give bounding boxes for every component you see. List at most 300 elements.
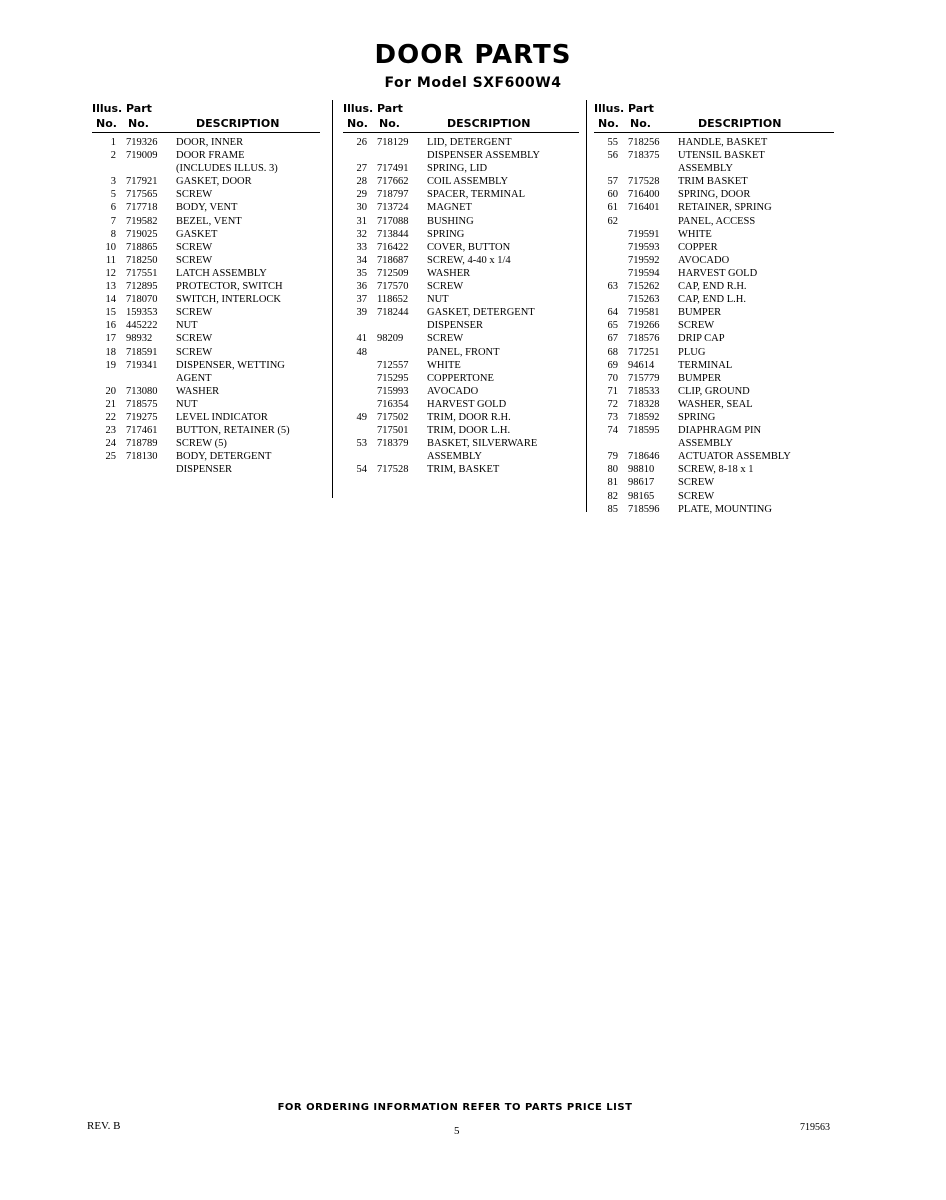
illus-no-cell: 80 — [607, 464, 618, 476]
column-divider-2 — [586, 100, 587, 512]
table-row — [92, 332, 320, 345]
table-row — [92, 136, 320, 149]
parts-column-3 — [594, 100, 834, 516]
table-row — [594, 136, 834, 149]
illus-no-cell: 81 — [607, 477, 618, 489]
table-row — [594, 359, 834, 372]
illus-no-cell: 5 — [110, 189, 116, 201]
page-number: 5 — [454, 1125, 460, 1137]
part-no-cell: 98617 — [628, 477, 655, 489]
table-row — [594, 411, 834, 424]
part-no-cell: 713080 — [126, 385, 158, 397]
description-cell: AGENT — [176, 372, 212, 384]
description-cell: BUSHING — [427, 215, 474, 227]
description-cell: LATCH ASSEMBLY — [176, 267, 267, 279]
illus-no-cell: 68 — [607, 346, 618, 358]
illus-no-cell: 69 — [607, 359, 618, 371]
table-row — [343, 136, 579, 149]
description-cell: ACTUATOR ASSEMBLY — [678, 451, 791, 463]
illus-no-cell: 7 — [110, 215, 116, 227]
illus-no-cell: 12 — [105, 267, 116, 279]
part-no-cell: 719592 — [628, 254, 660, 266]
description-cell: SCREW — [427, 333, 464, 345]
table-row — [343, 241, 579, 254]
table-row — [92, 201, 320, 214]
part-no-cell: 718129 — [377, 137, 409, 148]
illus-no-cell: 54 — [356, 464, 367, 476]
header-illus: Illus. — [594, 102, 625, 115]
part-no-cell: 712557 — [377, 359, 409, 371]
illus-no-cell: 37 — [356, 294, 367, 306]
illus-no-cell: 17 — [105, 333, 116, 345]
part-no-cell: 717502 — [377, 411, 409, 423]
part-no-cell: 718646 — [628, 451, 660, 463]
header-part-no: No. — [128, 117, 149, 130]
illus-no-cell: 20 — [105, 385, 116, 397]
part-no-cell: 718789 — [126, 438, 158, 450]
table-row — [92, 241, 320, 254]
table-row — [343, 372, 579, 385]
description-cell: CAP, END L.H. — [678, 294, 746, 306]
header-illus: Illus. — [92, 102, 123, 115]
illus-no-cell: 34 — [356, 254, 367, 266]
illus-no-cell: 65 — [607, 320, 618, 332]
part-no-cell: 717662 — [377, 176, 409, 188]
description-cell: LID, DETERGENT — [427, 137, 512, 148]
table-row — [92, 359, 320, 372]
illus-no-cell: 21 — [105, 398, 116, 410]
description-cell: (INCLUDES ILLUS. 3) — [176, 163, 278, 175]
description-cell: ASSEMBLY — [678, 163, 733, 175]
illus-no-cell: 28 — [356, 176, 367, 188]
table-row — [92, 280, 320, 293]
table-row — [343, 267, 579, 280]
illus-no-cell: 64 — [607, 307, 618, 319]
table-row — [343, 215, 579, 228]
part-no-cell: 719025 — [126, 228, 158, 240]
description-cell: SCREW — [176, 346, 213, 358]
table-row — [343, 280, 579, 293]
illus-no-cell: 55 — [607, 137, 618, 148]
description-cell: DOOR FRAME — [176, 150, 245, 162]
description-cell: AVOCADO — [427, 385, 479, 397]
description-cell: BUMPER — [678, 307, 722, 319]
description-cell: TRIM, DOOR R.H. — [427, 411, 511, 423]
description-cell: NUT — [427, 294, 449, 306]
illus-no-cell: 71 — [607, 385, 618, 397]
part-no-cell: 718130 — [126, 451, 158, 463]
illus-no-cell: 39 — [356, 307, 367, 319]
header-part-no: No. — [379, 117, 400, 130]
part-no-cell: 719581 — [628, 307, 660, 319]
description-cell: GASKET, DOOR — [176, 176, 252, 188]
part-no-cell: 716400 — [628, 189, 660, 201]
description-cell: TRIM BASKET — [678, 176, 748, 188]
part-no-cell: 445222 — [126, 320, 158, 332]
ordering-note: FOR ORDERING INFORMATION REFER TO PARTS PRICE LIST — [277, 1102, 633, 1113]
part-no-cell: 719594 — [628, 267, 660, 279]
part-no-cell: 718244 — [377, 307, 409, 319]
table-row — [594, 490, 834, 503]
illus-no-cell: 57 — [607, 176, 618, 188]
description-cell: COIL ASSEMBLY — [427, 176, 509, 188]
description-cell: PLUG — [678, 346, 706, 358]
description-cell: SCREW — [176, 333, 213, 345]
part-no-cell: 94614 — [628, 359, 655, 371]
description-cell: WHITE — [427, 359, 461, 371]
table-row — [343, 149, 579, 162]
illus-no-cell: 63 — [607, 281, 618, 293]
part-no-cell: 712895 — [126, 281, 158, 293]
description-cell: GASKET, DETERGENT — [427, 307, 535, 319]
description-cell: ASSEMBLY — [678, 438, 733, 450]
table-row — [594, 188, 834, 201]
description-cell: HARVEST GOLD — [678, 267, 758, 279]
table-header — [594, 100, 834, 133]
part-no-cell: 159353 — [126, 307, 158, 319]
illus-no-cell: 82 — [607, 490, 618, 502]
table-row — [343, 293, 579, 306]
description-cell: BODY, VENT — [176, 202, 238, 214]
illus-no-cell: 15 — [105, 307, 116, 319]
table-row — [92, 437, 320, 450]
description-cell: AVOCADO — [678, 254, 730, 266]
illus-no-cell: 48 — [356, 346, 367, 358]
description-cell: DIAPHRAGM PIN — [678, 425, 762, 437]
illus-no-cell: 23 — [105, 425, 116, 437]
part-no-cell: 98810 — [628, 464, 655, 476]
part-no-cell: 713724 — [377, 202, 409, 214]
illus-no-cell: 30 — [356, 202, 367, 214]
page-title: DOOR PARTS — [374, 40, 572, 70]
part-no-cell: 717921 — [126, 176, 158, 188]
illus-no-cell: 72 — [607, 398, 618, 410]
description-cell: WASHER — [176, 385, 220, 397]
table-row — [92, 372, 320, 385]
part-no-cell: 719266 — [628, 320, 660, 332]
table-row — [343, 188, 579, 201]
table-row — [594, 162, 834, 175]
table-row — [92, 254, 320, 267]
part-no-cell: 718575 — [126, 398, 158, 410]
illus-no-cell: 56 — [607, 150, 618, 162]
table-row — [343, 385, 579, 398]
parts-column-2 — [343, 100, 579, 476]
description-cell: SCREW (5) — [176, 438, 227, 450]
table-row — [594, 385, 834, 398]
description-cell: CAP, END R.H. — [678, 281, 747, 293]
table-row — [594, 175, 834, 188]
description-cell: SCREW — [176, 241, 213, 253]
table-row — [92, 228, 320, 241]
model-subtitle: For Model SXF600W4 — [384, 75, 562, 91]
table-row — [92, 319, 320, 332]
illus-no-cell: 36 — [356, 281, 367, 293]
table-header — [92, 100, 320, 133]
illus-no-cell: 35 — [356, 267, 367, 279]
part-no-cell: 719593 — [628, 241, 660, 253]
part-no-cell: 718865 — [126, 241, 158, 253]
illus-no-cell: 19 — [105, 359, 116, 371]
table-row — [343, 346, 579, 359]
part-no-cell: 717501 — [377, 425, 409, 437]
description-cell: PANEL, FRONT — [427, 346, 500, 358]
description-cell: SCREW — [678, 320, 715, 332]
illus-no-cell: 29 — [356, 189, 367, 201]
part-no-cell: 98209 — [377, 333, 404, 345]
table-row — [343, 162, 579, 175]
table-row — [343, 319, 579, 332]
table-row — [92, 346, 320, 359]
table-row — [343, 175, 579, 188]
description-cell: COVER, BUTTON — [427, 241, 511, 253]
description-cell: DOOR, INNER — [176, 137, 244, 148]
table-row — [594, 228, 834, 241]
parts-column-1 — [92, 100, 320, 476]
table-row — [594, 319, 834, 332]
parts-list — [92, 133, 320, 476]
illus-no-cell: 70 — [607, 372, 618, 384]
table-row — [594, 437, 834, 450]
part-no-cell: 718687 — [377, 254, 409, 266]
table-row — [594, 293, 834, 306]
table-row — [594, 346, 834, 359]
description-cell: DISPENSER — [427, 320, 484, 332]
parts-list — [594, 133, 834, 516]
description-cell: SCREW — [176, 307, 213, 319]
description-cell: SCREW, 8-18 x 1 — [678, 464, 754, 476]
table-row — [343, 228, 579, 241]
table-row — [594, 267, 834, 280]
description-cell: PROTECTOR, SWITCH — [176, 281, 283, 293]
table-row — [92, 385, 320, 398]
illus-no-cell: 18 — [105, 346, 116, 358]
description-cell: WASHER — [427, 267, 471, 279]
illus-no-cell: 79 — [607, 451, 618, 463]
part-no-cell: 98932 — [126, 333, 153, 345]
table-row — [92, 424, 320, 437]
header-illus-no: No. — [96, 117, 117, 130]
header-part: Part — [377, 102, 403, 115]
header-description: DESCRIPTION — [698, 117, 782, 130]
description-cell: SPRING, LID — [427, 163, 488, 175]
description-cell: SPACER, TERMINAL — [427, 189, 526, 201]
table-row — [594, 241, 834, 254]
header-illus-no: No. — [347, 117, 368, 130]
table-row — [92, 188, 320, 201]
document-number: 719563 — [800, 1122, 830, 1133]
illus-no-cell: 73 — [607, 411, 618, 423]
description-cell: SCREW — [176, 254, 213, 266]
description-cell: TRIM, DOOR L.H. — [427, 425, 511, 437]
description-cell: TERMINAL — [678, 359, 733, 371]
description-cell: SCREW — [427, 281, 464, 293]
table-row — [92, 450, 320, 463]
part-no-cell: 717491 — [377, 163, 409, 175]
illus-no-cell: 22 — [105, 411, 116, 423]
table-header — [343, 100, 579, 133]
header-description: DESCRIPTION — [196, 117, 280, 130]
table-row — [343, 411, 579, 424]
table-row — [343, 463, 579, 476]
table-row — [594, 280, 834, 293]
part-no-cell: 717088 — [377, 215, 409, 227]
illus-no-cell: 10 — [105, 241, 116, 253]
description-cell: LEVEL INDICATOR — [176, 411, 268, 423]
table-row — [92, 398, 320, 411]
description-cell: SCREW — [176, 189, 213, 201]
header-part: Part — [628, 102, 654, 115]
description-cell: CLIP, GROUND — [678, 385, 750, 397]
part-no-cell: 717528 — [377, 464, 409, 476]
description-cell: SPRING — [427, 228, 465, 240]
illus-no-cell: 24 — [105, 438, 116, 450]
part-no-cell: 718592 — [628, 411, 660, 423]
table-row — [92, 175, 320, 188]
illus-no-cell: 60 — [607, 189, 618, 201]
part-no-cell: 715779 — [628, 372, 660, 384]
table-row — [92, 149, 320, 162]
illus-no-cell: 62 — [607, 215, 618, 227]
illus-no-cell: 25 — [105, 451, 116, 463]
part-no-cell: 715993 — [377, 385, 409, 397]
part-no-cell: 716354 — [377, 398, 409, 410]
part-no-cell: 98165 — [628, 490, 655, 502]
description-cell: BASKET, SILVERWARE — [427, 438, 538, 450]
header-illus: Illus. — [343, 102, 374, 115]
illus-no-cell: 16 — [105, 320, 116, 332]
table-row — [594, 424, 834, 437]
part-no-cell: 718250 — [126, 254, 158, 266]
header-description: DESCRIPTION — [447, 117, 531, 130]
part-no-cell: 719326 — [126, 137, 158, 148]
part-no-cell: 715262 — [628, 281, 660, 293]
part-no-cell: 717551 — [126, 267, 158, 279]
description-cell: COPPERTONE — [427, 372, 494, 384]
illus-no-cell: 53 — [356, 438, 367, 450]
description-cell: HANDLE, BASKET — [678, 137, 768, 148]
illus-no-cell: 14 — [105, 294, 116, 306]
description-cell: SWITCH, INTERLOCK — [176, 294, 281, 306]
part-no-cell: 716422 — [377, 241, 409, 253]
part-no-cell: 717528 — [628, 176, 660, 188]
table-row — [343, 437, 579, 450]
part-no-cell: 715295 — [377, 372, 409, 384]
parts-list — [343, 133, 579, 476]
part-no-cell: 718533 — [628, 385, 660, 397]
table-row — [594, 201, 834, 214]
description-cell: BUMPER — [678, 372, 722, 384]
description-cell: HARVEST GOLD — [427, 398, 507, 410]
description-cell: SPRING — [678, 411, 716, 423]
illus-no-cell: 27 — [356, 163, 367, 175]
illus-no-cell: 33 — [356, 241, 367, 253]
illus-no-cell: 74 — [607, 425, 618, 437]
description-cell: UTENSIL BASKET — [678, 150, 765, 162]
illus-no-cell: 3 — [110, 176, 116, 188]
header-part-no: No. — [630, 117, 651, 130]
part-no-cell: 719591 — [628, 228, 660, 240]
description-cell: SPRING, DOOR — [678, 189, 751, 201]
table-row — [594, 463, 834, 476]
illus-no-cell: 61 — [607, 202, 618, 214]
part-no-cell: 718256 — [628, 137, 660, 148]
illus-no-cell: 13 — [105, 281, 116, 293]
description-cell: DISPENSER, WETTING — [176, 359, 285, 371]
part-no-cell: 719582 — [126, 215, 158, 227]
table-row — [594, 450, 834, 463]
part-no-cell: 717461 — [126, 425, 158, 437]
part-no-cell: 718596 — [628, 503, 660, 515]
table-row — [594, 372, 834, 385]
description-cell: WASHER, SEAL — [678, 398, 753, 410]
table-row — [594, 398, 834, 411]
table-row — [343, 424, 579, 437]
part-no-cell: 712509 — [377, 267, 409, 279]
table-row — [343, 398, 579, 411]
table-row — [92, 306, 320, 319]
header-illus-no: No. — [598, 117, 619, 130]
illus-no-cell: 41 — [356, 333, 367, 345]
table-row — [92, 293, 320, 306]
description-cell: DISPENSER — [176, 464, 233, 476]
part-no-cell: 718797 — [377, 189, 409, 201]
description-cell: COPPER — [678, 241, 718, 253]
description-cell: RETAINER, SPRING — [678, 202, 772, 214]
table-row — [594, 254, 834, 267]
part-no-cell: 719341 — [126, 359, 158, 371]
table-row — [343, 201, 579, 214]
illus-no-cell: 1 — [110, 137, 116, 148]
description-cell: BUTTON, RETAINER (5) — [176, 425, 290, 437]
table-row — [343, 332, 579, 345]
table-row — [343, 450, 579, 463]
table-row — [92, 411, 320, 424]
description-cell: MAGNET — [427, 202, 472, 214]
illus-no-cell: 31 — [356, 215, 367, 227]
description-cell: WHITE — [678, 228, 712, 240]
part-no-cell: 718591 — [126, 346, 158, 358]
part-no-cell: 718595 — [628, 425, 660, 437]
illus-no-cell: 67 — [607, 333, 618, 345]
description-cell: SCREW, 4-40 x 1/4 — [427, 254, 511, 266]
description-cell: NUT — [176, 320, 198, 332]
table-row — [92, 162, 320, 175]
description-cell: ASSEMBLY — [427, 451, 482, 463]
description-cell: BEZEL, VENT — [176, 215, 242, 227]
description-cell: SCREW — [678, 490, 715, 502]
description-cell: SCREW — [678, 477, 715, 489]
table-row — [594, 149, 834, 162]
description-cell: NUT — [176, 398, 198, 410]
table-row — [343, 254, 579, 267]
revision-label: REV. B — [87, 1120, 121, 1132]
illus-no-cell: 8 — [110, 228, 116, 240]
illus-no-cell: 26 — [356, 137, 367, 148]
part-no-cell: 716401 — [628, 202, 660, 214]
description-cell: DRIP CAP — [678, 333, 725, 345]
illus-no-cell: 6 — [110, 202, 116, 214]
table-row — [343, 359, 579, 372]
part-no-cell: 718379 — [377, 438, 409, 450]
table-row — [594, 332, 834, 345]
description-cell: PANEL, ACCESS — [678, 215, 756, 227]
table-row — [594, 476, 834, 489]
part-no-cell: 715263 — [628, 294, 660, 306]
illus-no-cell: 85 — [607, 503, 618, 515]
part-no-cell: 718576 — [628, 333, 660, 345]
table-row — [92, 463, 320, 476]
